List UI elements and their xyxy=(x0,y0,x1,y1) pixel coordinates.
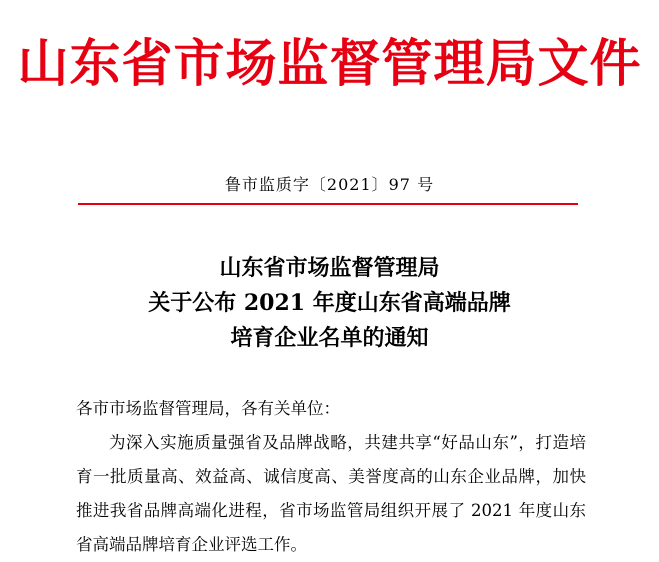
notice-title xyxy=(0,251,659,356)
document-number: 鲁市监质字〔2021〕97 号 xyxy=(224,175,435,194)
body-paragraph: 为深入实施质量强省及品牌战略，共建共享“好品山东”，打造培育一批质量高、效益高、诚信度高、美誉度高的山东企业品牌，加快推进我省品牌高端化进程，省市场监管局组织开展了 2021 年度山东省高端品牌培育企业评选工作。 xyxy=(76,433,586,554)
header-divider xyxy=(78,203,578,205)
notice-title-line-2: 关于公布 2021 年度山东省高端品牌 xyxy=(148,290,511,316)
notice-title-line-1: 山东省市场监督管理局 xyxy=(219,255,440,281)
document-body xyxy=(76,392,586,562)
document-header-title: 山东省市场监督管理局文件 xyxy=(17,35,642,94)
salutation: 各市市场监督管理局，各有关单位： xyxy=(76,399,340,418)
notice-title-line-3: 培育企业名单的通知 xyxy=(230,325,429,351)
